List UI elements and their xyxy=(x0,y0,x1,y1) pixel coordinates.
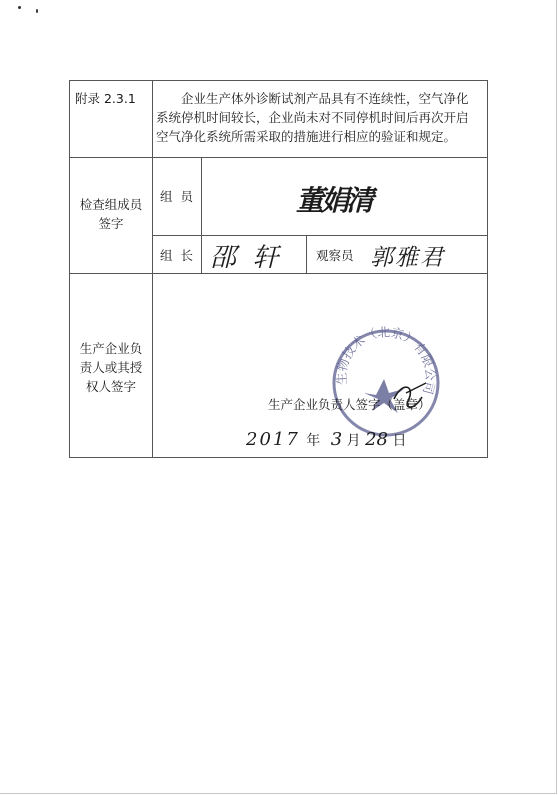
company-seal-stamp xyxy=(326,321,446,441)
scan-speck xyxy=(36,9,38,13)
appendix-label: 附录 2.3.1 xyxy=(75,91,136,106)
appendix-note-line: 系统停机时间较长，企业尚未对不同停机时间后再次开启 xyxy=(156,110,469,125)
signature-label-divider xyxy=(201,157,202,273)
label-line: 检查组成员 xyxy=(79,197,143,212)
observer-divider xyxy=(306,235,307,273)
label-line: 签字 xyxy=(98,216,124,231)
observer-label: 观察员 xyxy=(316,248,354,263)
company-signature-caption: 生产企业负责人签字（盖章） xyxy=(268,397,431,412)
appendix-note-line: 空气净化系统所需采取的措施进行相应的验证和规定。 xyxy=(156,129,457,144)
label-line: 权人签字 xyxy=(85,379,136,394)
member-signature: 董娟清 xyxy=(296,184,372,217)
leader-signature: 邵 轩 xyxy=(210,243,279,273)
signature-date xyxy=(246,429,406,450)
inspector-section-label xyxy=(70,195,152,233)
row-divider xyxy=(70,157,487,158)
date-month-unit: 月 xyxy=(346,433,361,449)
appendix-note-line: 企业生产体外诊断试剂产品具有不连续性，空气净化 xyxy=(181,91,469,106)
scan-speck xyxy=(18,6,21,9)
observer-signature: 郭雅君 xyxy=(370,245,445,271)
company-section-label xyxy=(70,339,152,396)
inspection-record-table xyxy=(69,80,488,458)
date-day-unit: 日 xyxy=(392,433,407,449)
leader-label: 组 长 xyxy=(160,248,193,263)
stamp-text: 生物技术（北京）有限公司 xyxy=(333,324,439,397)
member-label: 组 员 xyxy=(160,189,193,204)
date-year: 2017 xyxy=(246,429,300,450)
date-month: 3 xyxy=(330,429,343,450)
row-divider xyxy=(152,235,487,236)
date-day: 28 xyxy=(365,429,388,450)
label-column-divider xyxy=(152,81,153,457)
label-line: 责人或其授 xyxy=(79,360,143,375)
date-year-unit: 年 xyxy=(306,433,321,449)
appendix-note xyxy=(156,89,482,146)
label-line: 生产企业负 xyxy=(79,341,143,356)
